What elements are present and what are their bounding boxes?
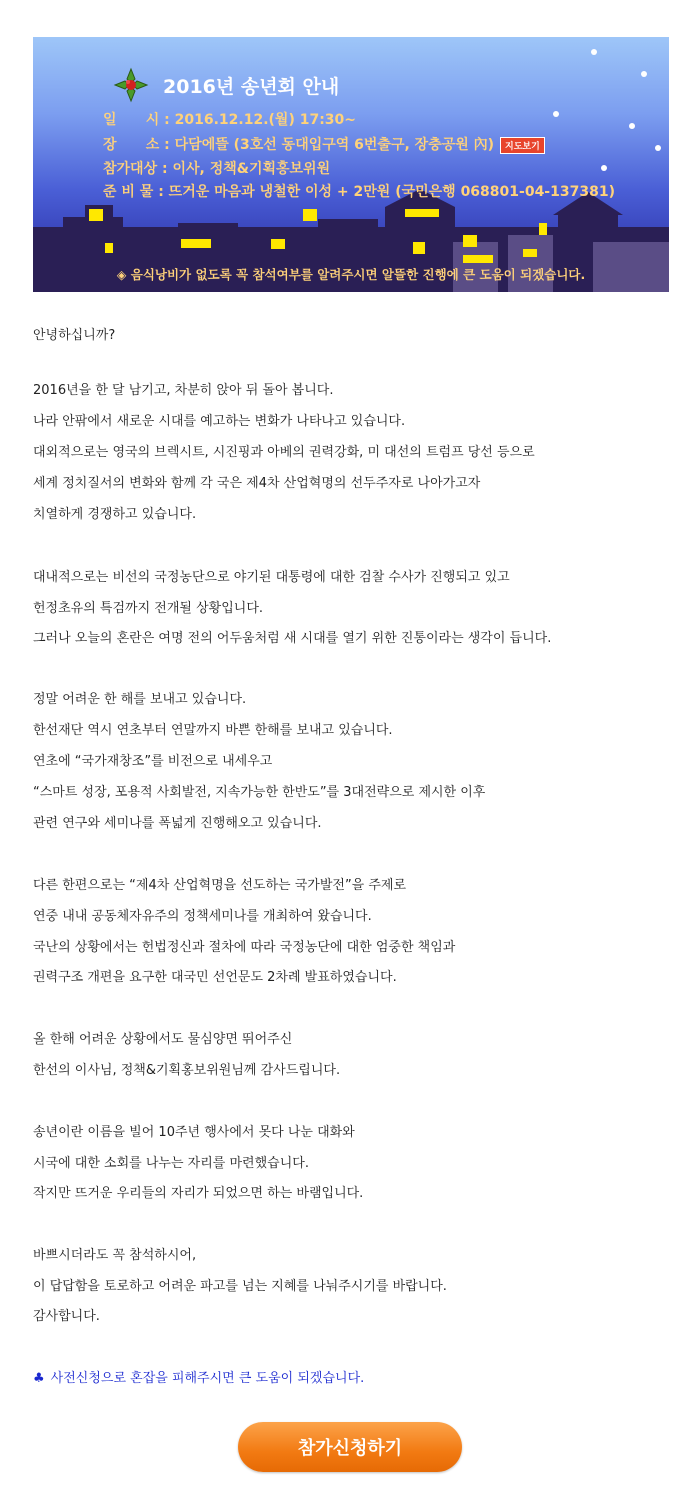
letter-line: “스마트 성장, 포용적 사회발전, 지속가능한 한반도”를 3대전략으로 제시한 이후 [33,785,486,800]
letter-line: 헌정초유의 특검까지 전개될 상황입니다. [33,601,264,616]
letter-line: 한선의 이사님, 정책&기획홍보위원님께 감사드립니다. [33,1063,341,1078]
letter-line: 연초에 “국가재창조”를 비전으로 내세우고 [33,754,273,769]
letter-line: 세계 정치질서의 변화와 함께 각 국은 제4차 산업혁명의 선두주자로 나아가고자 [33,476,481,491]
letter-line: 그러나 오늘의 혼란은 여명 전의 어두움처럼 새 시대를 열기 위한 진통이라는 생각이 듭니다. [33,631,552,646]
attendees-value: 이사, 정책&기획홍보위원 [172,161,331,177]
club-icon: ♣ [33,1371,45,1386]
letter-line: 관련 연구와 세미나를 폭넓게 진행해오고 있습니다. [33,816,322,831]
event-banner [33,37,669,292]
date-label: 일 시 : [103,112,175,128]
prep-row [103,181,615,201]
letter-line: 시국에 대한 소회를 나누는 자리를 마련했습니다. [33,1156,309,1171]
letter-line: 감사합니다. [33,1309,100,1324]
banner-notice: ◈ 음식낭비가 없도록 꼭 참석여부를 알려주시면 알뜰한 진행에 큰 도움이 되겠습니다. [116,267,586,282]
letter-line: 올 한해 어려운 상황에서도 물심양면 뛰어주신 [33,1032,293,1047]
date-row [103,109,356,129]
letter-line: 권력구조 개편을 요구한 대국민 선언문도 2차례 발표하였습니다. [33,970,397,985]
letter-line: 송년이란 이름을 빌어 10주년 행사에서 못다 나눈 대화와 [33,1125,355,1140]
place-label: 장 소 : [103,137,175,153]
place-row [103,134,545,154]
letter-line: 정말 어려운 한 해를 보내고 있습니다. [33,692,247,707]
letter-line: 바쁘시더라도 꼭 참석하시어, [33,1248,197,1263]
prep-value: 뜨거운 마음과 냉철한 이성 + 2만원 (국민은행 068801-04-137381) [168,184,615,200]
letter-line: 치열하게 경쟁하고 있습니다. [33,507,197,522]
letter-line: 연중 내내 공동체자유주의 정책세미나를 개최하여 왔습니다. [33,909,372,924]
prep-label: 준 비 물 : [103,184,169,200]
letter-line: 안녕하십니까? [33,328,116,343]
letter-line: 대외적으로는 영국의 브렉시트, 시진핑과 아베의 권력강화, 미 대선의 트럼프 당선 등으로 [33,445,535,460]
map-view-button[interactable]: 지도보기 [500,137,545,154]
attendees-label: 참가대상 : [103,161,173,177]
event-title: 2016년 송년회 안내 [163,75,340,98]
letter-line: 한선재단 역시 연초부터 연말까지 바쁜 한해를 보내고 있습니다. [33,723,393,738]
date-value: 2016.12.12.(월) 17:30~ [174,112,357,128]
banner-title-row [111,65,339,105]
letter-line: 2016년을 한 달 남기고, 차분히 앉아 뒤 돌아 봅니다. [33,383,334,398]
pre-registration-text: 사전신청으로 혼잡을 피해주시면 큰 도움이 되겠습니다. [50,1371,365,1386]
register-button[interactable]: 참가신청하기 [238,1422,462,1472]
letter-line: 다른 한편으로는 “제4차 산업혁명을 선도하는 국가발전”을 주제로 [33,878,407,893]
holly-icon [111,65,151,105]
place-value: 다담에뜰 (3호선 동대입구역 6번출구, 장충공원 內) [174,137,495,153]
letter-line: 국난의 상황에서는 헌법정신과 절차에 따라 국정농단에 대한 엄중한 책임과 [33,940,456,955]
letter-line: 대내적으로는 비선의 국정농단으로 야기된 대통령에 대한 검찰 수사가 진행되고 있고 [33,570,510,585]
letter-line: 이 답답함을 토로하고 어려운 파고를 넘는 지혜를 나눠주시기를 바랍니다. [33,1279,447,1294]
attendees-row [103,158,330,178]
letter-line: 작지만 뜨거운 우리들의 자리가 되었으면 하는 바램입니다. [33,1186,364,1201]
letter-line: 나라 안팎에서 새로운 시대를 예고하는 변화가 나타나고 있습니다. [33,414,406,429]
pre-registration-note [33,1367,364,1386]
